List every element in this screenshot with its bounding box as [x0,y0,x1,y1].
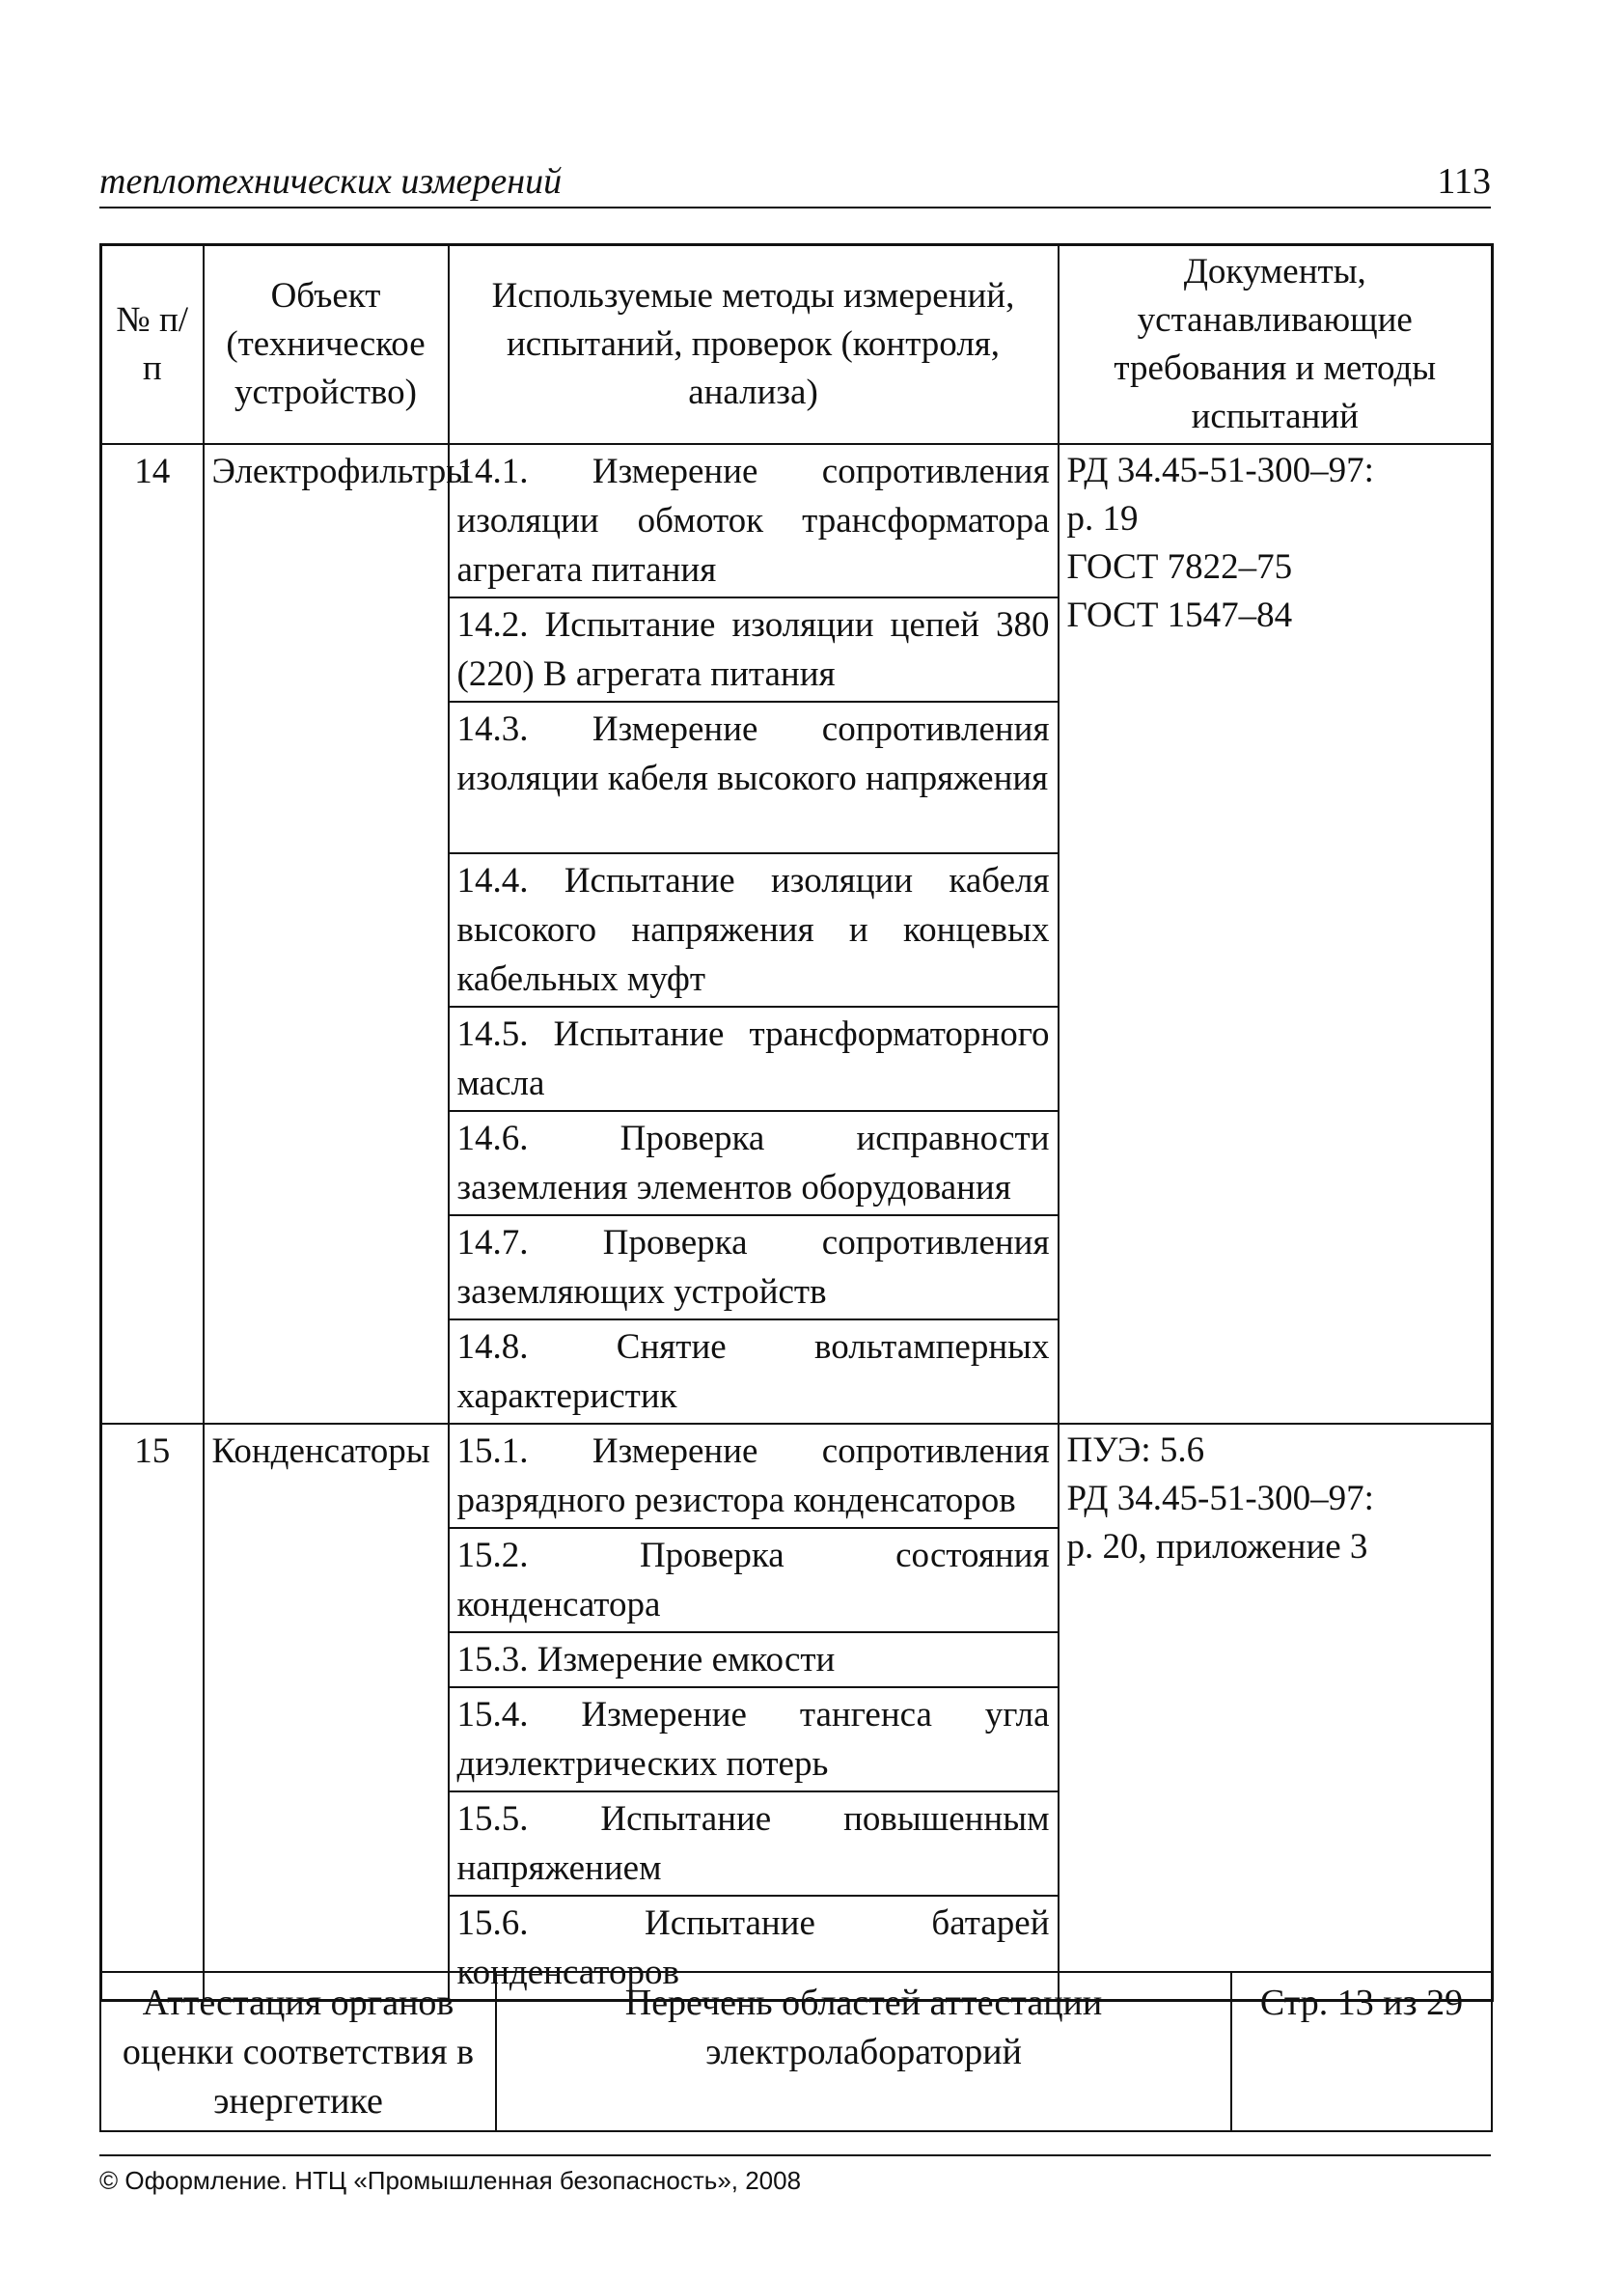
method-cell: 14.3. Измерение сопротивления изоляции кабеля высокого напряжения [449,702,1059,853]
method-cell: 15.3. Измерение емкости [449,1632,1059,1687]
column-header-methods: Используемые методы измерений, испытаний, проверок (контроля, анализа) [449,245,1059,445]
running-header-title: теплотехнических измерений [99,161,563,202]
document-line: ГОСТ 7822–75 [1066,547,1293,587]
row-object: Конденсаторы [204,1424,449,2001]
method-cell: 15.6. Испытание батарей конденсаторов [449,1896,1059,2001]
header-rule [99,207,1491,208]
page-number: 113 [1437,161,1491,202]
copyright-rule [99,2154,1491,2156]
methods-table [99,243,1494,2002]
document-line: ГОСТ 1547–84 [1066,596,1293,635]
method-cell: 15.5. Испытание повышенным напряжением [449,1791,1059,1896]
method-cell: 14.4. Испытание изоляции кабеля высокого напряжения и концевых кабельных муфт [449,853,1059,1007]
copyright-notice: © Оформление. НТЦ «Промышленная безопасность», 2008 [99,2166,802,2195]
footer-document-title: Перечень областей аттестации электролабораторий [496,1972,1231,2131]
document-line: РД 34.45-51-300–97: [1066,1479,1374,1518]
column-header-num: № п/п [101,245,204,445]
method-cell: 14.7. Проверка сопротивления заземляющих устройств [449,1215,1059,1319]
method-cell: 14.5. Испытание трансформаторного масла [449,1007,1059,1111]
footer-page-count: Стр. 13 из 29 [1231,1972,1492,2131]
document-line: р. 20, приложение 3 [1066,1527,1368,1567]
row-object: Электрофильтры [204,444,449,1424]
method-cell: 15.1. Измерение сопротивления разрядного резистора конденсаторов [449,1424,1059,1528]
method-cell: 15.2. Проверка состояния конденсатора [449,1528,1059,1632]
row-number: 14 [101,444,204,1424]
footer-organization: Аттестация органов оценки соответствия в энергетике [100,1972,496,2131]
row-documents [1059,1424,1493,2001]
row-documents [1059,444,1493,1424]
method-cell: 14.8. Снятие вольтамперных характеристик [449,1319,1059,1424]
method-cell: 14.6. Проверка исправности заземления элементов оборудования [449,1111,1059,1215]
document-line: РД 34.45-51-300–97: [1066,451,1374,490]
table-header-row [101,245,1493,445]
method-cell: 14.2. Испытание изоляции цепей 380 (220) В агрегата питания [449,597,1059,702]
method-cell: 15.4. Измерение тангенса угла диэлектрических потерь [449,1687,1059,1791]
table-row [101,444,1493,597]
footer-table [99,1971,1493,2132]
document-line: ПУЭ: 5.6 [1066,1430,1205,1470]
column-header-documents: Документы, устанавливающие требования и методы испытаний [1059,245,1493,445]
method-cell: 14.1. Измерение сопротивления изоляции обмоток трансформатора агрегата питания [449,444,1059,597]
row-number: 15 [101,1424,204,2001]
column-header-object: Объект (техническое устройство) [204,245,449,445]
document-line: р. 19 [1066,499,1139,539]
table-row [101,1424,1493,1528]
